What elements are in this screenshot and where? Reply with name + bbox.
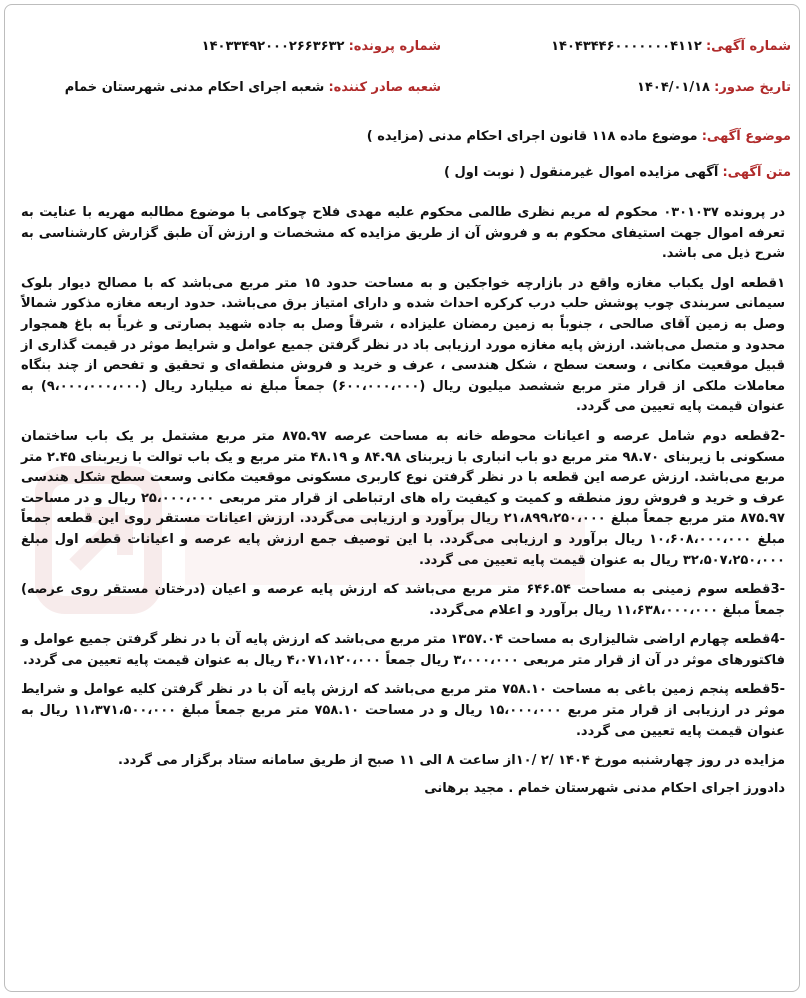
auction-date-paragraph: مزایده در روز چهارشنبه مورخ ۱۴۰۴ /۲ /۱۰از ساعت ۸ الی ۱۱ صبح از طریق سامانه ستاد برگزار می گردد.: [118, 753, 785, 769]
parcel-3-paragraph: -3قطعه سوم زمینی به مساحت ۶۴۶.۵۴ متر مربع می‌باشد که ارزش پایه عرصه و اعیان (درختان مستقر روی عرصه) جمعاً مبلغ ۱۱،۶۳۸،۰۰۰،۰۰۰ ریال برآورد و اعلام می‌گردد.: [21, 582, 786, 618]
notice-subject: موضوع آگهی: موضوع ماده ۱۱۸ قانون اجرای احکام مدنی (مزایده ): [366, 129, 791, 144]
parcel-2-paragraph: -2قطعه دوم شامل عرصه و اعیانات محوطه خانه به مساحت عرصه ۸۷۵.۹۷ متر مربع مشتمل بر یک باب ساختمان مسکونی با زیربنای ۹۸.۷۰ متر مربع دو باب انباری با زیربنای ۸۴.۹۸ و ۴۸.۱۹ متر مربع و یک باب توالت با زیربنای ۲.۴۵ متر مربع می‌باشد. ارزش عرصه این قطعه با در نظر گرفتن نوع کاربری مسکونی موقعیت مکانی وسعت سطح شکل هندسی عرف و خرید و فروش روز منطقه و کمیت و کیفیت راه های ارتباطی از قرار متر مربعی ۲۵،۰۰۰،۰۰۰ ریال و در مساحت ۸۷۵.۹۷ متر مربع جمعاً مبلغ ۲۱،۸۹۹،۲۵۰،۰۰۰ ریال برآورد و ارزیابی می‌گردد. ارزش اعیانات مستقر روی این قطعه جمعاً مبلغ ۱۰،۶۰۸،۰۰۰،۰۰۰ ریال برآورد و ارزیابی می‌گردد. با این توصیف جمع ارزش پایه عرصه و اعیانات قطعه اول مبلغ ۳۲،۵۰۷،۲۵۰،۰۰۰ ریال به عنوان قیمت پایه تعیین می گردد.: [21, 428, 785, 568]
notice-number: شماره آگهی: ۱۴۰۴۳۴۴۶۰۰۰۰۰۰۰۴۱۱۲: [551, 39, 791, 54]
issue-date: تاریخ صدور: ۱۴۰۴/۰۱/۱۸: [637, 80, 791, 95]
notice-text-title: متن آگهی: آگهی مزایده اموال غیرمنقول ( نوبت اول ): [444, 165, 791, 180]
case-number: شماره پرونده: ۱۴۰۳۳۴۹۲۰۰۰۲۶۶۳۶۳۲: [201, 39, 441, 54]
parcel-1-paragraph: ۱قطعه اول یکباب مغازه واقع در بازارچه خواجکین و به مساحت حدود ۱۵ متر مربع می‌باشد که با مصالح دیوار بلوک سیمانی سربندی چوب پوشش حلب درب کرکره احداث شده و دارای امتیاز برق می‌باشد. حدود اربعه مغازه مذکور شمالاً وصل به زمین آقای صالحی ، جنوباً به زمین رمضان علیزاده ، شرقاً وصل به جاده شهید بصارتی و غرباً به باغ همجوار محدود و متصل می‌باشد. ارزش پایه مغازه مورد ارزیابی باد در نظر گرفتن جمیع عوامل و شرایط موثر در قیمت گذاری از قبیل موقعیت مکانی ، وسعت سطح ، شکل هندسی ، عرف و خرید و فروش منطقه‌ای و تحقیق و تفحص از چند بنگاه معاملات ملکی از قرار متر مربع ششصد میلیون ریال (۶۰۰،۰۰۰،۰۰۰) جمعاً مبلغ نه میلیارد ریال (۹،۰۰۰،۰۰۰،۰۰۰) به عنوان قیمت پایه تعیین می گردد.: [21, 275, 786, 415]
issuing-branch: شعبه صادر کننده: شعبه اجرای احکام مدنی شهرستان خمام: [64, 80, 441, 95]
notice-body: [21, 203, 785, 806]
signature-line: دادورز اجرای احکام مدنی شهرستان خمام . مجید برهانی: [424, 780, 785, 796]
notice-card: [4, 4, 800, 992]
parcel-4-paragraph: -4قطعه چهارم اراضی شالیزاری به مساحت ۱۳۵۷.۰۴ متر مربع می‌باشد که ارزش پایه آن با در نظر گرفتن جمیع عوامل و فاکتورهای موثر در آن از قرار متر مربعی ۳،۰۰۰،۰۰۰ ریال جمعاً ۴،۰۷۱،۱۲۰،۰۰۰ ریال به عنوان قیمت پایه تعیین می گردد.: [21, 632, 785, 668]
intro-paragraph: در پرونده ۰۳۰۱۰۳۷ محکوم له مریم نظری طالمی محکوم علیه مهدی فلاح چوکامی با موضوع مطالبه مهریه با عنایت به تعرفه اموال جهت استیفای محکوم به و فروش آن از طریق مزایده که مشخصات و ارزش آن طبق گزارش کارشناسی به شرح ذیل می باشد.: [21, 205, 785, 262]
parcel-5-paragraph: -5قطعه پنجم زمین باغی به مساحت ۷۵۸.۱۰ متر مربع می‌باشد که ارزش پایه آن با در نظر گرفتن کلیه عوامل و شرایط موثر در ارزیابی از قرار متر مربع ۱۵،۰۰۰،۰۰۰ ریال و در مساحت ۷۵۸.۱۰ متر مربع جمعاً مبلغ ۱۱،۳۷۱،۵۰۰،۰۰۰ ریال به عنوان قیمت پایه تعیین می گردد.: [21, 682, 786, 739]
